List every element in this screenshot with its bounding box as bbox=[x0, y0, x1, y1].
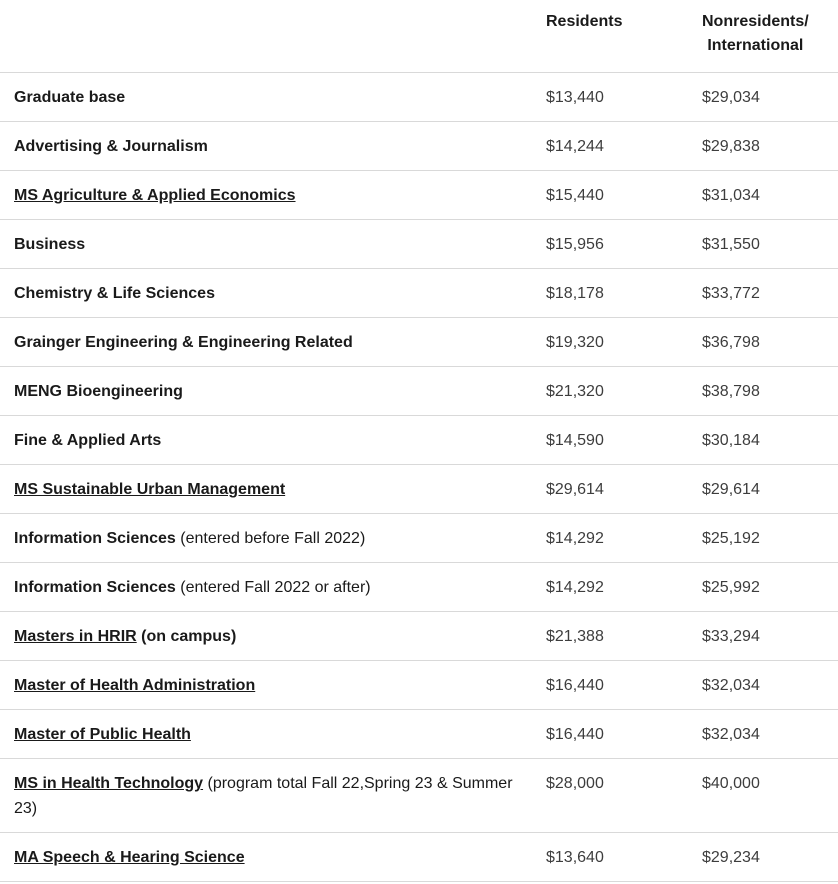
nonresidents-amount-cell: $32,034 bbox=[688, 661, 838, 710]
program-cell bbox=[0, 612, 532, 661]
program-link[interactable]: MA Speech & Hearing Science bbox=[14, 849, 245, 866]
table-row bbox=[0, 465, 838, 514]
residents-amount-cell: $14,292 bbox=[532, 563, 688, 612]
header-row bbox=[0, 0, 838, 73]
nonresidents-header-line1: Nonresidents/ bbox=[702, 13, 809, 30]
program-cell bbox=[0, 563, 532, 612]
program-cell bbox=[0, 416, 532, 465]
program-link[interactable]: MS Sustainable Urban Management bbox=[14, 481, 286, 498]
program-name: MENG Bioengineering bbox=[14, 383, 183, 400]
table-row bbox=[0, 416, 838, 465]
program-cell bbox=[0, 269, 532, 318]
table-row bbox=[0, 759, 838, 833]
table-row bbox=[0, 563, 838, 612]
program-link[interactable]: MS Agriculture & Applied Economics bbox=[14, 187, 296, 204]
nonresidents-amount-cell: $25,192 bbox=[688, 514, 838, 563]
table-row bbox=[0, 73, 838, 122]
table-row bbox=[0, 318, 838, 367]
residents-amount-cell: $16,440 bbox=[532, 661, 688, 710]
table-row bbox=[0, 833, 838, 882]
table-row bbox=[0, 220, 838, 269]
program-cell bbox=[0, 759, 532, 833]
residents-amount-cell: $29,614 bbox=[532, 465, 688, 514]
nonresidents-amount-cell: $29,034 bbox=[688, 73, 838, 122]
program-cell bbox=[0, 833, 532, 882]
program-name: Fine & Applied Arts bbox=[14, 432, 162, 449]
residents-amount-cell: $15,956 bbox=[532, 220, 688, 269]
nonresidents-amount-cell: $29,614 bbox=[688, 465, 838, 514]
nonresidents-amount-cell: $30,184 bbox=[688, 416, 838, 465]
nonresidents-amount-cell: $32,034 bbox=[688, 710, 838, 759]
program-link[interactable]: MS in Health Technology bbox=[14, 775, 204, 792]
residents-amount-cell: $14,292 bbox=[532, 514, 688, 563]
table-row bbox=[0, 122, 838, 171]
nonresidents-amount-cell: $25,992 bbox=[688, 563, 838, 612]
program-cell bbox=[0, 171, 532, 220]
program-cell bbox=[0, 220, 532, 269]
table-row bbox=[0, 367, 838, 416]
program-cell bbox=[0, 661, 532, 710]
residents-amount-cell: $28,000 bbox=[532, 759, 688, 833]
program-name: Business bbox=[14, 236, 86, 253]
residents-amount-cell: $21,320 bbox=[532, 367, 688, 416]
table-row bbox=[0, 269, 838, 318]
residents-amount-cell: $14,244 bbox=[532, 122, 688, 171]
nonresidents-amount-cell: $38,798 bbox=[688, 367, 838, 416]
program-link[interactable]: Masters in HRIR bbox=[14, 628, 137, 645]
program-cell bbox=[0, 73, 532, 122]
residents-amount-cell: $13,640 bbox=[532, 833, 688, 882]
table-row bbox=[0, 710, 838, 759]
table-row bbox=[0, 612, 838, 661]
program-cell bbox=[0, 710, 532, 759]
nonresidents-amount-cell: $29,234 bbox=[688, 833, 838, 882]
residents-amount-cell: $18,178 bbox=[532, 269, 688, 318]
program-link[interactable]: Master of Health Administration bbox=[14, 677, 256, 694]
program-note: (entered Fall 2022 or after) bbox=[180, 579, 371, 596]
nonresidents-amount-cell: $31,550 bbox=[688, 220, 838, 269]
program-cell bbox=[0, 514, 532, 563]
program-note: (entered before Fall 2022) bbox=[180, 530, 366, 547]
program-link[interactable]: Master of Public Health bbox=[14, 726, 191, 743]
residents-amount-cell: $19,320 bbox=[532, 318, 688, 367]
nonresidents-amount-cell: $40,000 bbox=[688, 759, 838, 833]
program-name: Grainger Engineering & Engineering Related bbox=[14, 334, 353, 351]
program-cell bbox=[0, 465, 532, 514]
residents-amount-cell: $15,440 bbox=[532, 171, 688, 220]
table-body bbox=[0, 73, 838, 882]
nonresidents-amount-cell: $31,034 bbox=[688, 171, 838, 220]
table-row bbox=[0, 661, 838, 710]
nonresidents-amount-cell: $29,838 bbox=[688, 122, 838, 171]
program-name: Advertising & Journalism bbox=[14, 138, 208, 155]
residents-amount-cell: $16,440 bbox=[532, 710, 688, 759]
program-note: (program total Fall 22,Spring 23 & Summer 23) bbox=[14, 775, 513, 817]
table-row bbox=[0, 514, 838, 563]
residents-amount-cell: $14,590 bbox=[532, 416, 688, 465]
program-name: Graduate base bbox=[14, 89, 126, 106]
table-header bbox=[0, 0, 838, 73]
nonresidents-column-header bbox=[688, 0, 838, 73]
nonresidents-amount-cell: $36,798 bbox=[688, 318, 838, 367]
program-column-header bbox=[0, 0, 532, 73]
nonresidents-amount-cell: $33,772 bbox=[688, 269, 838, 318]
program-cell bbox=[0, 122, 532, 171]
residents-column-header: Residents bbox=[532, 0, 688, 73]
nonresidents-amount-cell: $33,294 bbox=[688, 612, 838, 661]
program-note: (on campus) bbox=[141, 628, 237, 645]
program-name: Chemistry & Life Sciences bbox=[14, 285, 215, 302]
program-name: Information Sciences bbox=[14, 530, 176, 547]
residents-amount-cell: $13,440 bbox=[532, 73, 688, 122]
program-name: Information Sciences bbox=[14, 579, 176, 596]
program-cell bbox=[0, 367, 532, 416]
nonresidents-header-line2: International bbox=[707, 37, 804, 54]
table-row bbox=[0, 171, 838, 220]
program-cell bbox=[0, 318, 532, 367]
nonresidents-header-text bbox=[702, 10, 809, 58]
residents-amount-cell: $21,388 bbox=[532, 612, 688, 661]
